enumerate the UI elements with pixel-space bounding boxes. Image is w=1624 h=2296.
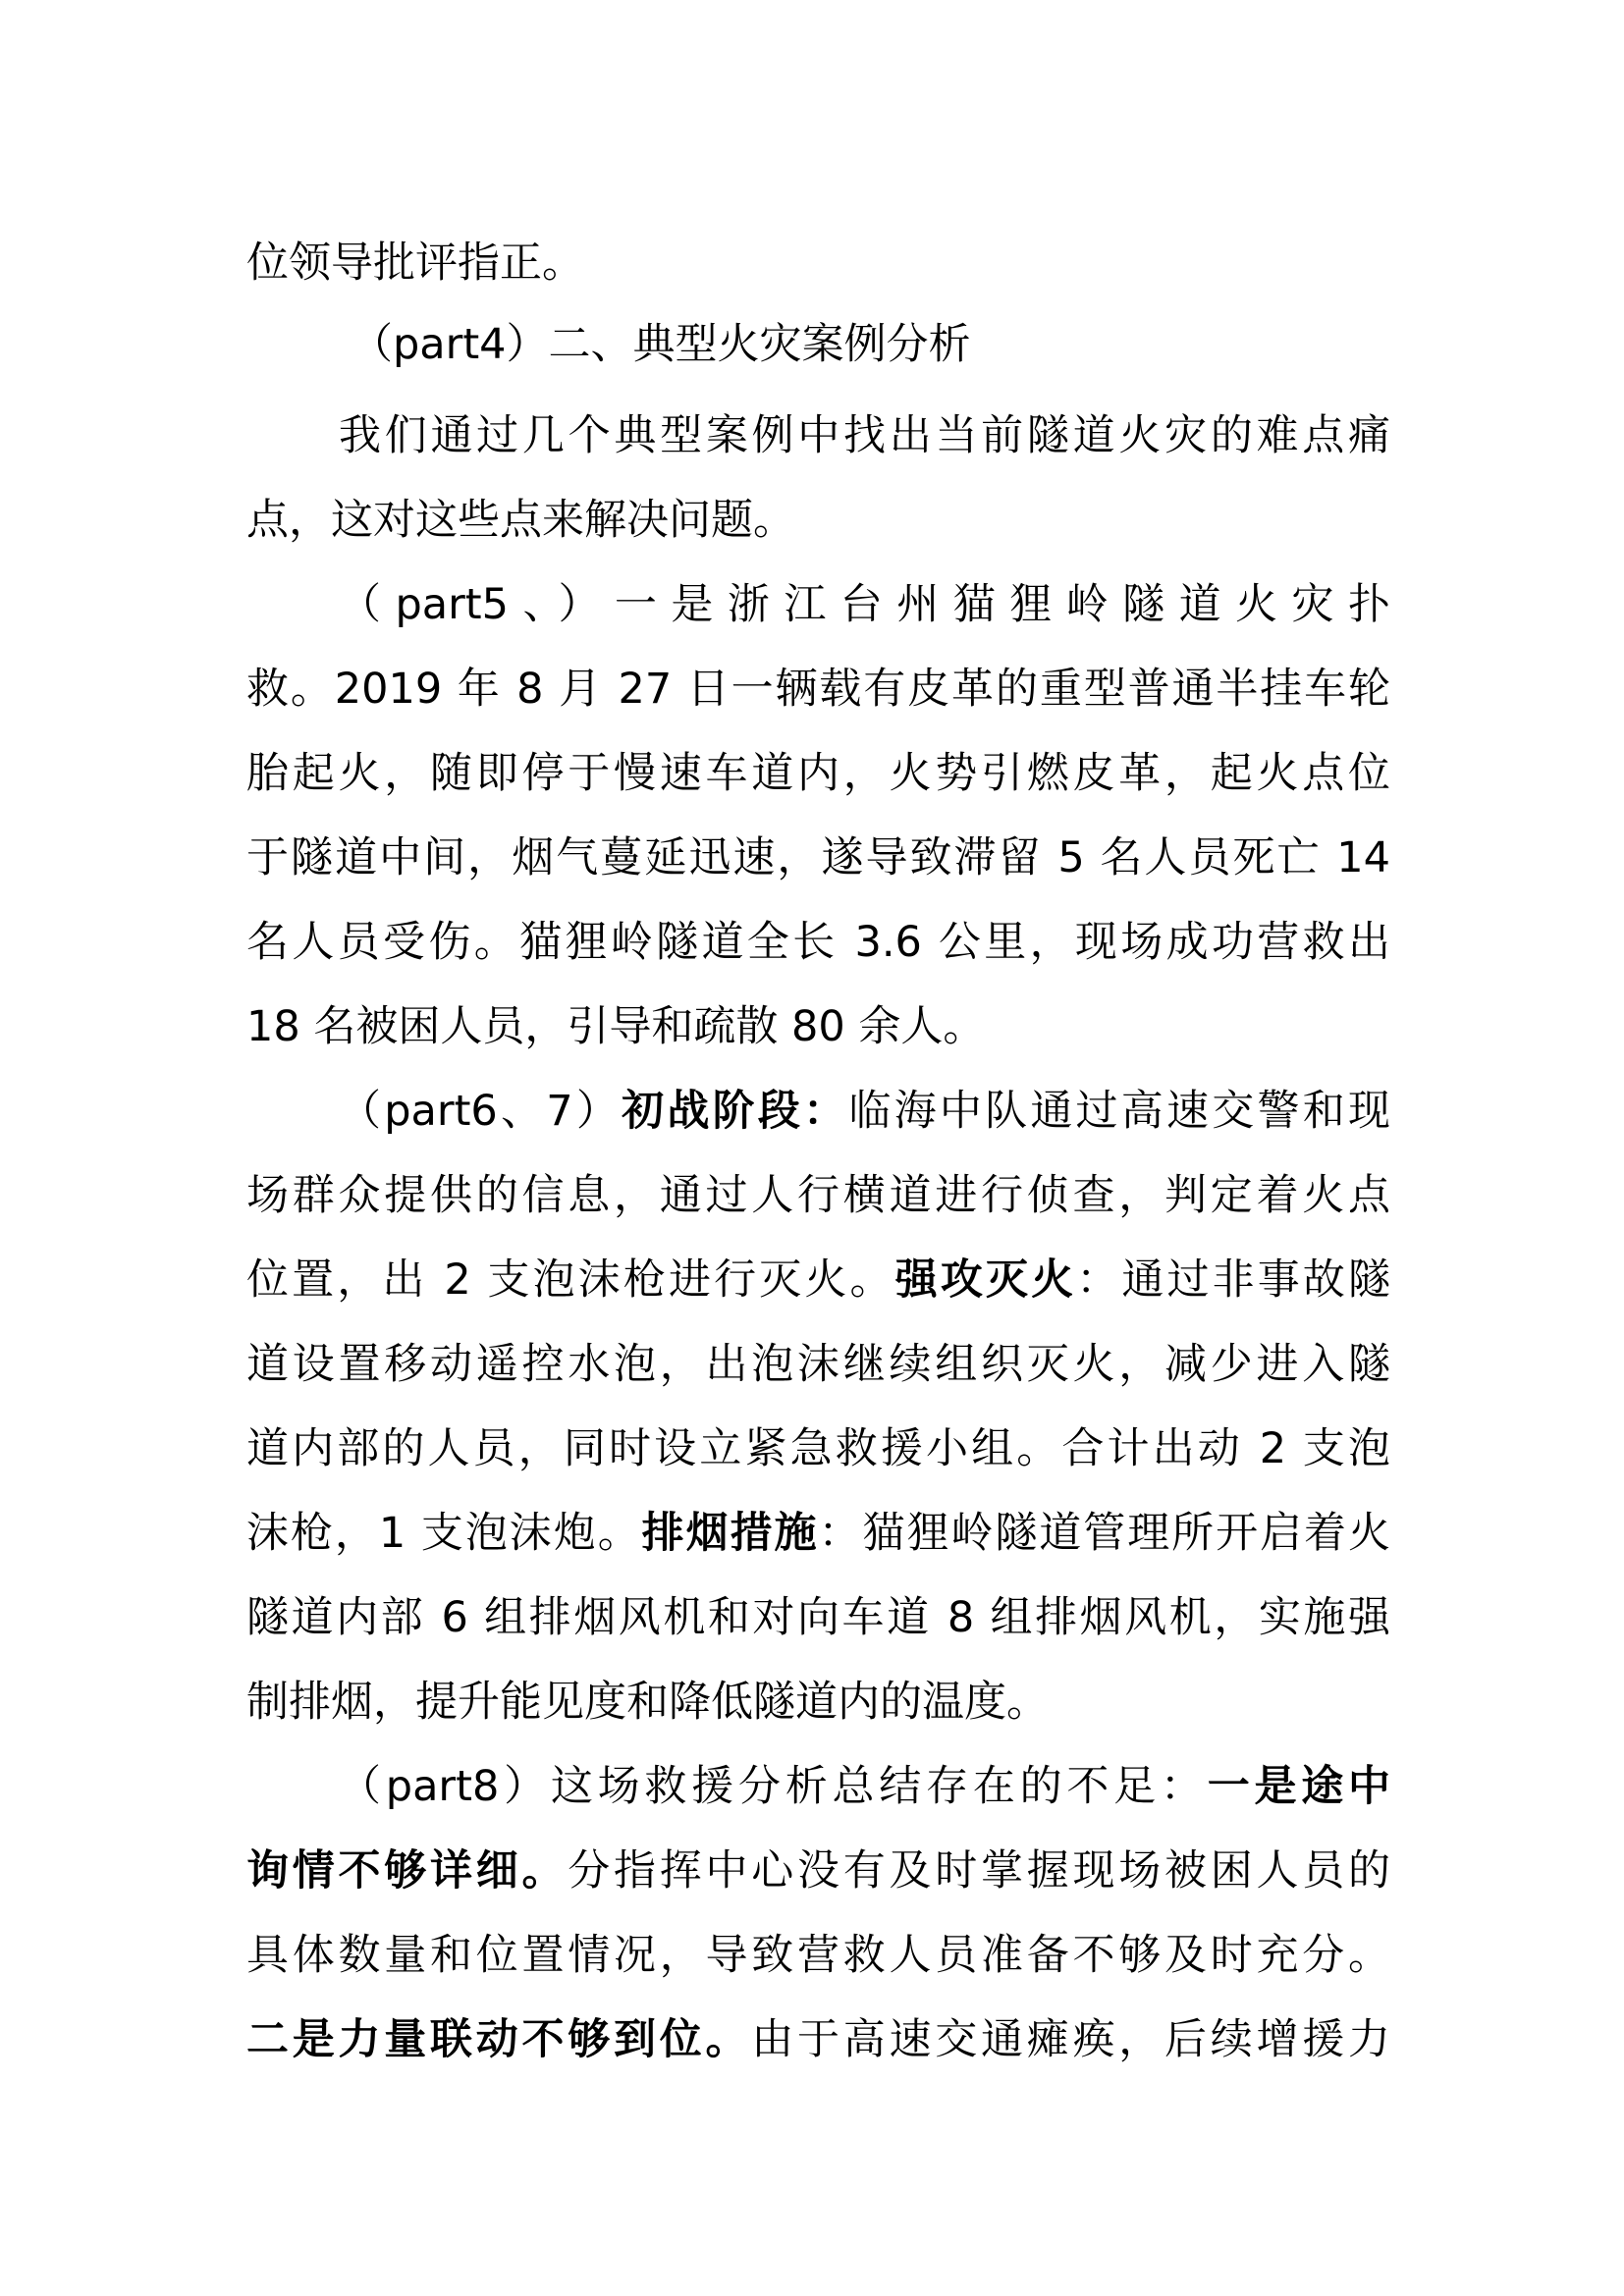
text-line: [246, 1251, 1390, 1309]
section-heading: （part4）二、典型火灾案例分析: [351, 320, 971, 369]
text-span: 临海中队通过高速交警和现: [848, 1087, 1390, 1136]
text-line: 道内部的人员，同时设立紧急救援小组。合计出动 2 支泡: [246, 1424, 1390, 1473]
text-span: 分指挥中心没有及时掌握现场被困人员的: [568, 1846, 1390, 1896]
text-span: ：通过非事故隧: [1076, 1255, 1390, 1305]
text-line: [246, 1842, 1390, 1900]
text-span: 由于高速交通瘫痪，后续增援力: [751, 2015, 1390, 2064]
text-span: 位置，出 2 支泡沫枪进行灭火。: [246, 1255, 895, 1305]
bold-heading-shortcoming-2: 二是力量联动不够到位。: [246, 2015, 752, 2064]
bold-heading-shortcoming-1-cont: 询情不够详细。: [246, 1846, 568, 1896]
text-line: [246, 2010, 1390, 2069]
bold-heading-smoke-exhaust: 排烟措施: [641, 1509, 819, 1558]
text-line: 制排烟，提升能见度和降低隧道内的温度。: [246, 1678, 1049, 1727]
text-line: 位领导批评指正。: [246, 239, 584, 288]
bold-heading-initial-stage: 初战阶段：: [622, 1087, 849, 1136]
text-line: 具体数量和位置情况，导致营救人员准备不够及时充分。: [246, 1931, 1390, 1980]
text-line: 18 名被困人员，引导和疏散 80 余人。: [246, 1002, 986, 1051]
text-line: 隧道内部 6 组排烟风机和对向车道 8 组排烟风机，实施强: [246, 1593, 1390, 1642]
text-line: [246, 1504, 1390, 1563]
text-line: （part5、）一是浙江台州猫狸岭隧道火灾扑: [339, 580, 1390, 629]
text-line: 胎起火，随即停于慢速车道内，火势引燃皮革，起火点位: [246, 749, 1390, 798]
bold-heading-shortcoming-1: 一是途中: [1207, 1762, 1390, 1811]
text-line: 道设置移动遥控水泡，出泡沫继续组织灭火，减少进入隧: [246, 1340, 1390, 1389]
text-span: （part8）这场救援分析总结存在的不足：: [339, 1762, 1208, 1811]
text-line: 场群众提供的信息，通过人行横道进行侦查，判定着火点: [246, 1171, 1390, 1220]
bold-heading-assault: 强攻灭火: [894, 1255, 1077, 1305]
text-span: ：猫狸岭隧道管理所开启着火: [818, 1509, 1390, 1558]
text-span: 沫枪，1 支泡沫炮。: [246, 1509, 642, 1558]
text-line: [339, 1757, 1390, 1816]
part-marker: （part6、7）: [339, 1087, 623, 1136]
text-line: [339, 1082, 1390, 1141]
text-line: 于隧道中间，烟气蔓延迅速，遂导致滞留 5 名人员死亡 14: [246, 833, 1390, 882]
text-line: 救。2019 年 8 月 27 日一辆载有皮革的重型普通半挂车轮: [246, 665, 1390, 714]
text-line: 我们通过几个典型案例中找出当前隧道火灾的难点痛: [339, 411, 1390, 460]
text-line: 名人员受伤。猫狸岭隧道全长 3.6 公里，现场成功营救出: [246, 918, 1390, 967]
text-line: 点，这对这些点来解决问题。: [246, 496, 795, 545]
